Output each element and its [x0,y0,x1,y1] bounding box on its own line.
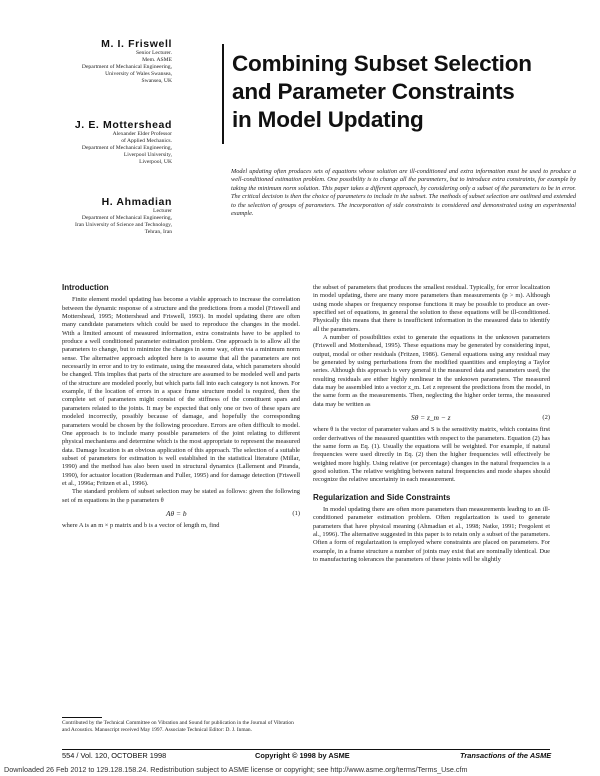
equation-number: (1) [292,509,300,517]
paragraph: A number of possibilities exist to generate the equations in the unknown parameters (Friswell and Mottershead, 1995). These equations may be generated by considering input, output, modal or other residuals (Fritzen, 1986). General equations using any residual may be generated by using perturbations from the modified quantities and employing a Taylor series. Although this approach is very general it the measured data and parameters used, the resulting residuals are either highly nonlinear in the unknown parameters. The measured data may be assembled into a vector z_m. Let z represent the predictions from the model, in the same form as the measurements. Then, neglecting the higher order terms, the measured data may be written as [313,334,550,408]
download-notice: Downloaded 26 Feb 2012 to 129.128.158.24. Redistribution subject to ASME license or copyright; see http://www.asme.org/terms/Terms_Use.cfm [4,765,468,774]
paragraph: The standard problem of subset selection may be stated as follows: given the following set of m equations in the p parameters θ [62,488,300,504]
title-vertical-rule [222,44,224,144]
author-affiliation-line: Department of Mechanical Engineering, [81,215,172,222]
author-name: M. I. Friswell [101,38,172,50]
author-affiliation-line: Iran University of Science and Technology, [74,222,172,229]
section-heading-introduction: Introduction [62,283,109,292]
left-column [62,284,300,530]
author-affiliation-line: Tehran, Iran [144,229,172,236]
footer-journal: Transactions of the ASME [460,751,552,760]
author-affiliation-line: of Applied Mechanics. [121,138,172,145]
footnote-rule [62,717,102,718]
equation-2 [313,412,550,426]
author-block-3 [0,196,172,236]
paragraph: the subset of parameters that produces the smallest residual. Typically, for error localization in model updating, there are many more parameters than measurements (p > m). Although using mode shapes or frequency response functions it may be possible to produce an over-specified set of equations, in general the solution to these equations will be ill-conditioned. Physically this means that there is insufficient information in the measured data to identify all the parameters. [313,284,550,333]
author-affiliation-line: Mem. ASME [142,57,172,64]
author-affiliation-line: Alexander Elder Professor [112,131,172,137]
paragraph: Finite element model updating has become a viable approach to increase the correlation between the dynamic response of a structure and the predictions from a model (Friswell and Mottershead, 1995; Mottershead and Friswell, 1993). In model updating there are often many candidate parameters which could be used to reproduce the changes in the model. With a limited amount of measured information, extra constraints have to be applied to produce a well conditioned parameter estimation problem. One approach is to allow all the parameters to change, but to minimize the changes in some way, often via a minimum norm sense. The alternative approach adopted here is to assume that all the parameters are not necessarily in error and to try to estimate, using the measured data, which parameters should be changed. This implies that parts of the structure are assumed to be modeled well and parts of the structure are modeled poorly, but which parts fall into each category is not known. For example, if the location of errors in a space frame structure model is required, then the complete set of parameters might consist of the stiffness of the constituent spars and parameters related to the joints. It may be expected that only one or two of these spars are modeled incorrectly, possibly because of damage, and hopefully the corresponding parameters would be chosen by the following procedure. Errors are often difficult to model. One approach is to include many possible parameters of the joint relating to different physical mechanisms and determine which is the most appropriate to represent the measured data. Damage location is an obvious application of this approach. The selection of a suitable subset of parameters for estimation is well established in the statistical literature (Millar, 1990) and the method has also been used in structural dynamics (Lallement and Piranda, 1990), for actuator location (Ruderman and Fuller, 1995) and for damage detection (Friswell et al., 1996a; Fritzen et al., 1996). [62,296,300,487]
author-name: J. E. Mottershead [74,119,172,131]
equation-number: (2) [542,414,550,422]
footer-copyright: Copyright © 1998 by ASME [255,751,350,760]
author-block-2 [0,119,172,166]
title-line: and Parameter Constraints [232,79,515,104]
author-block-1 [0,38,172,85]
author-affiliation-line: Department of Mechanical Engineering, [81,64,172,71]
equation-1 [62,508,300,522]
author-affiliation-line: Liverpool, UK [139,159,172,166]
title-line: in Model Updating [232,107,424,132]
author-affiliation-line: Lecturer [153,208,172,214]
author-affiliation-line: Senior Lecturer. [135,50,172,56]
footer-page-info: 554 / Vol. 120, OCTOBER 1998 [62,751,167,760]
paragraph: In model updating there are often more parameters than measurements leading to an ill-conditioned parameter estimation problem. Often regularization is used to generate parameters that have physical meaning (Ahmadian et al., 1998; Natke, 1991; Fregolent et al., 1996). The alternative suggested in this paper is to retain only a subset of the parameters. Often a form of regularization is employed where constraints are placed on parameters. For example, in a frame structure a number of joints may exist that are nominally identical. Due to manufacturing tolerances the parameters of these joints will be slightly [313,505,550,563]
author-affiliation-line: University of Wales Swansea, [105,71,172,78]
footnote: Contributed by the Technical Committee on Vibration and Sound for publication in the Journal of Vibration and Acoustics. Manuscript received May 1997. Associate Technical Editor: D. J. Inman. [62,720,294,733]
right-column [313,284,550,564]
paragraph: where A is an m × p matrix and b is a vector of length m, find [62,521,220,529]
abstract: Model updating often produces sets of equations whose solution are ill-conditioned and extra information must be used to produce a well-conditioned estimation problem. One possibility is to change all the parameters, but to introduce extra constraints, for example by taking the minimum norm solution. This paper takes a different approach, by considering only a subset of the parameters to be in error. The critical decision is then the choice of parameters to include in the subset. The methods of subset selection are outlined and extended to the selection of groups of parameters. The incorporation of side constraints is considered and demonstrated using an experimental example. [231,168,576,218]
author-affiliation-line: Swansea, UK [141,78,172,85]
equation-text: Sθ = z_m − z [411,413,451,423]
title-line: Combining Subset Selection [232,51,532,76]
author-affiliation-line: Department of Mechanical Engineering, [81,145,172,152]
equation-text: Aθ = b [166,508,187,518]
paragraph: where θ is the vector of parameter values and S is the sensitivity matrix, which contains first order derivatives of the measured quantities with respect to the parameters. Equation (2) has the same form as Eq. (1). Usually the equations will be weighted. For example, if natural frequencies were used directly in Eq. (2) then the higher frequencies will effectively be weighted more highly. Using relative (or percentage) changes in the natural frequencies is a good solution. The relative weighting between natural frequencies and mode shapes should recognize the relative uncertainty in each measurement. [313,426,550,484]
author-affiliation-line: Liverpool University, [123,152,172,159]
author-name: H. Ahmadian [101,196,172,208]
footer-rule [62,749,550,750]
section-heading-regularization: Regularization and Side Constraints [313,492,451,502]
paper-title [232,50,572,134]
